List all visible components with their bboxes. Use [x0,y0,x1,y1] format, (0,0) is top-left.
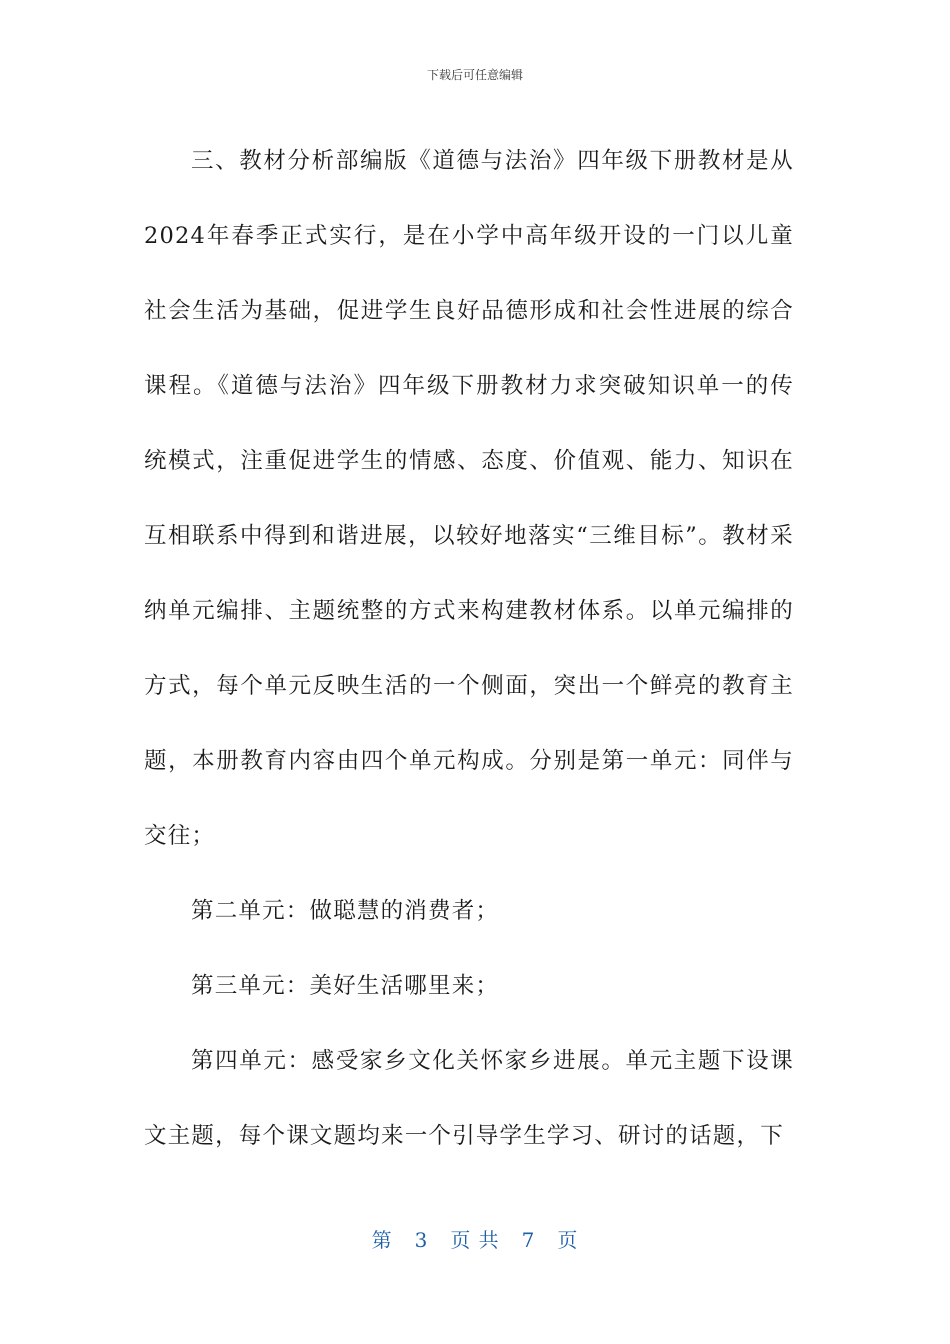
footer-label-end: 页 [557,1228,579,1252]
document-body [144,124,794,1174]
paragraph: 三、教材分析部编版《道德与法治》四年级下册教材是从2024年春季正式实行，是在小学中高年级开设的一门以儿童社会生活为基础，促进学生良好品德形成和社会性进展的综合课程。《道德与法治》四年级下册教材力求突破知识单一的传统模式，注重促进学生的情感、态度、价值观、能力、知识在互相联系中得到和谐进展，以较好地落实“三维目标”。教材采纳单元编排、主题统整的方式来构建教材体系。以单元编排的方式，每个单元反映生活的一个侧面，突出一个鲜亮的教育主题，本册教育内容由四个单元构成。分别是第一单元：同伴与交往； [144,148,794,849]
footer-label-of: 页 共 [450,1228,500,1252]
paragraph: 第三单元：美好生活哪里来； [191,973,500,999]
footer-current-page: 3 [414,1228,429,1252]
paragraph: 第二单元：做聪慧的消费者； [191,898,500,924]
header-note: 下载后可任意编辑 [426,68,523,82]
page-footer [0,1224,950,1253]
paragraph: 第四单元：感受家乡文化关怀家乡进展。单元主题下设课文主题，每个课文题均来一个引导学生学习、研讨的话题，下 [144,1048,794,1149]
footer-total-pages: 7 [521,1228,536,1252]
footer-label-page: 第 [371,1228,393,1252]
page-header [0,66,950,83]
